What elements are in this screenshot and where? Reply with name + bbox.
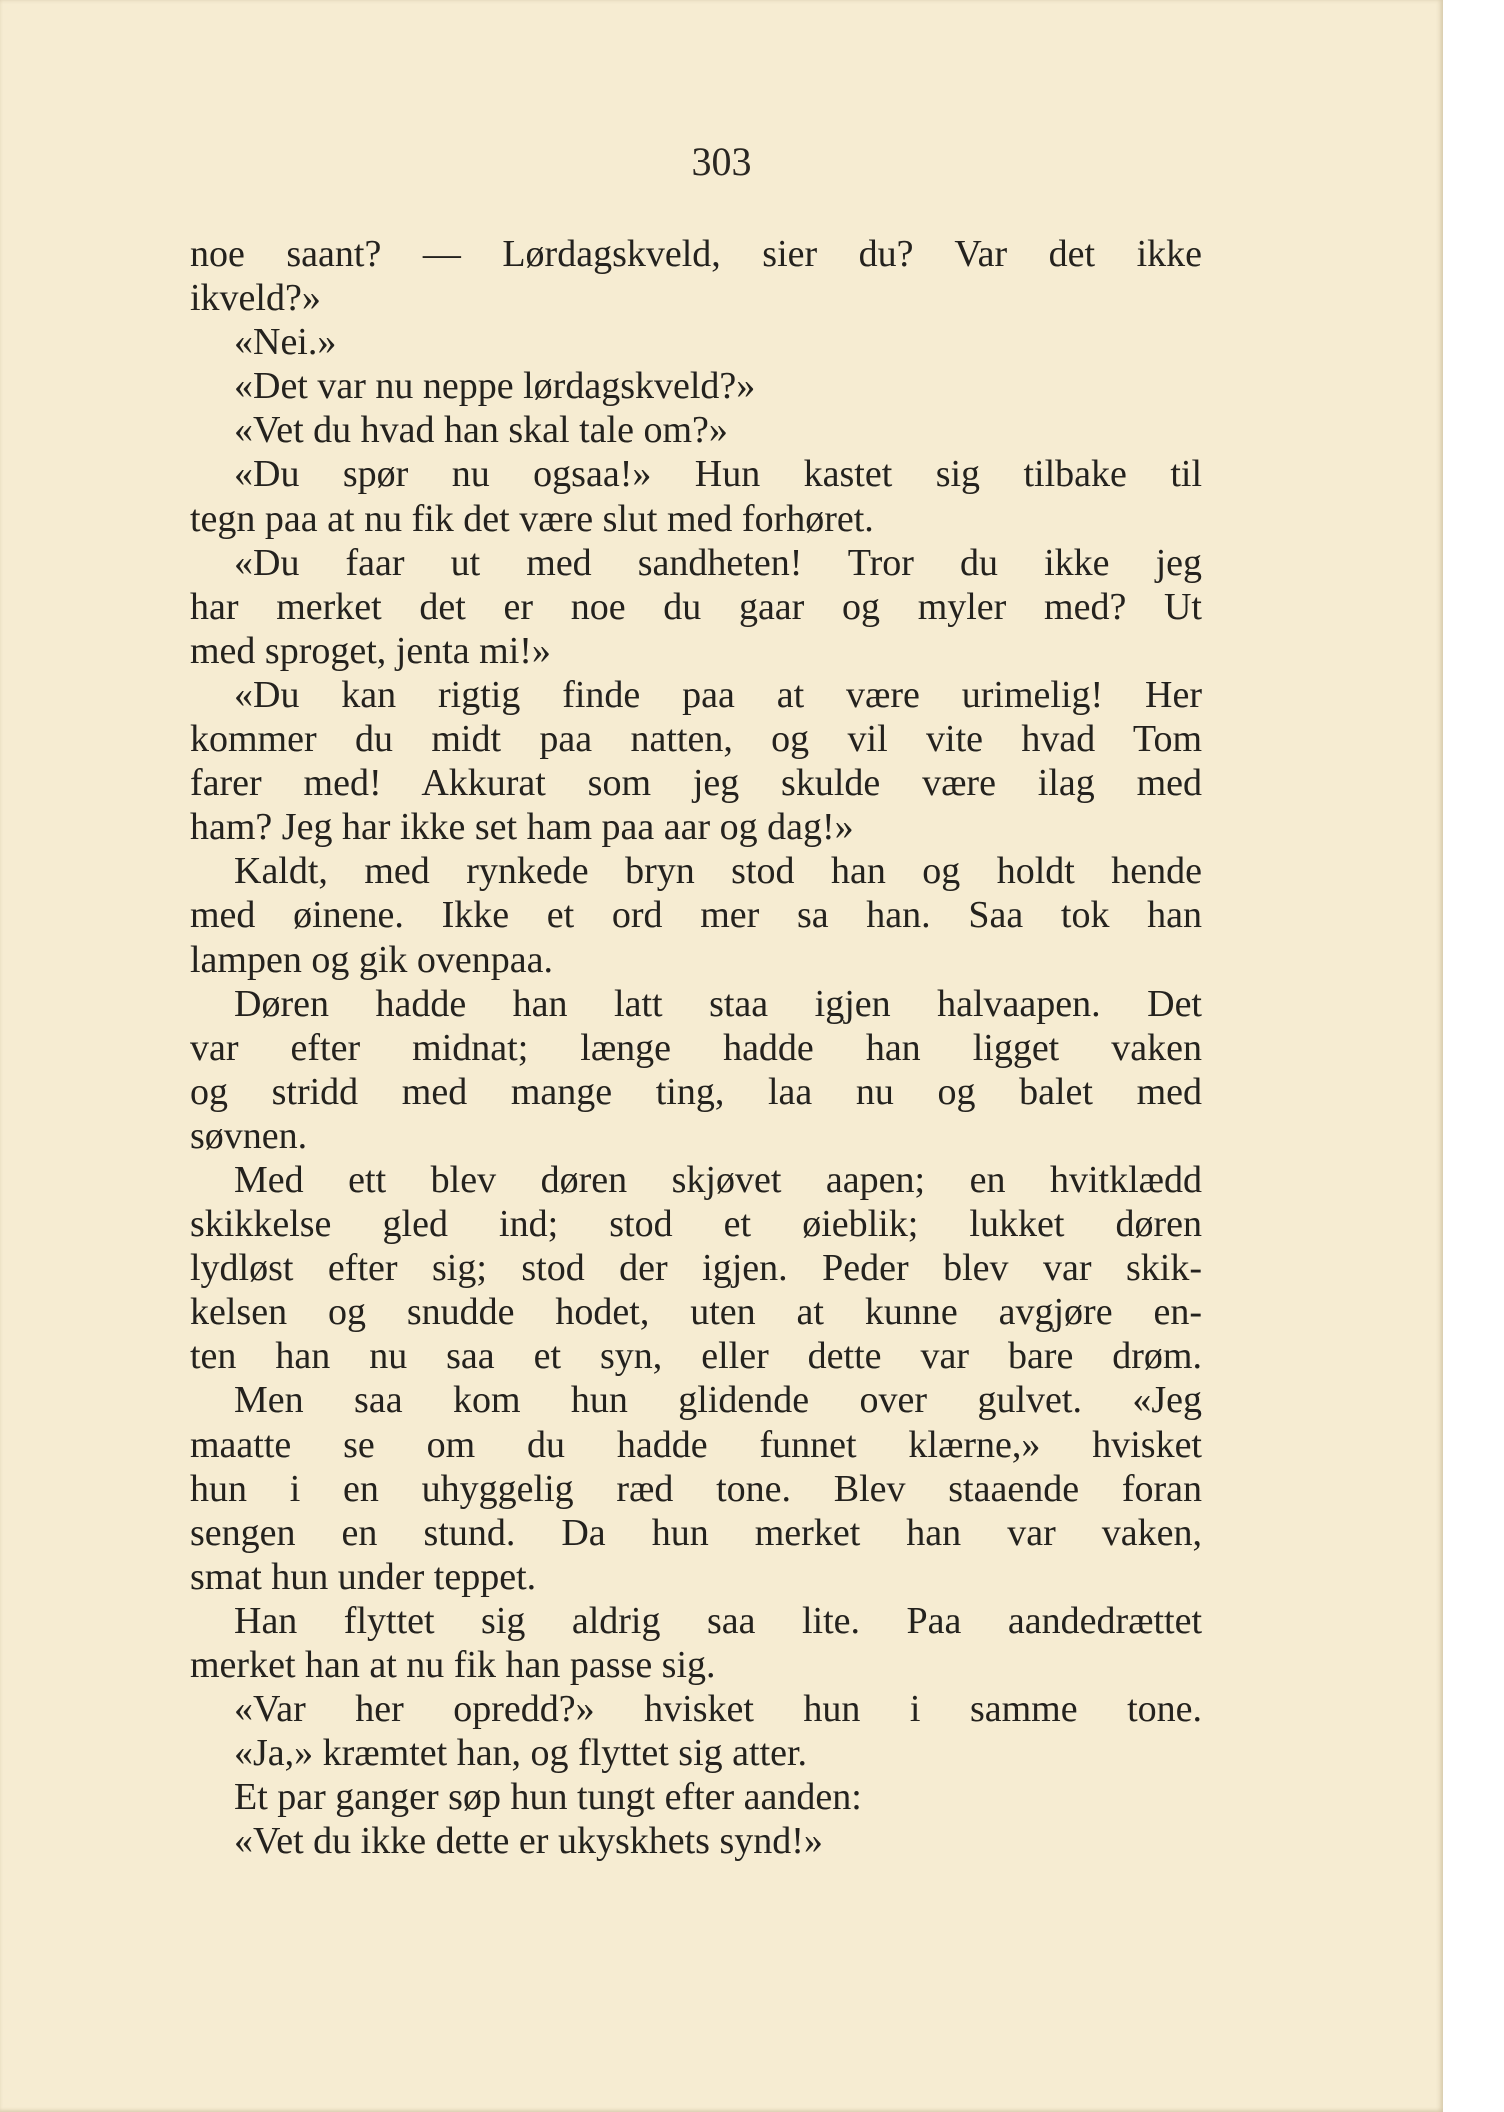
text-body xyxy=(190,232,1202,1863)
text-line: tegn paa at nu fik det være slut med forhøret. xyxy=(190,497,874,540)
text-line: lydløst efter sig; stod der igjen. Peder blev var skik- xyxy=(190,1247,1202,1290)
text-line: «Var her opredd?» hvisket hun i samme tone. xyxy=(234,1688,1202,1731)
text-line: Døren hadde han latt staa igjen halvaapen. Det xyxy=(234,982,1202,1025)
text-line: Han flyttet sig aldrig saa lite. Paa aandedrættet xyxy=(234,1599,1202,1642)
text-line: hun i en uhyggelig ræd tone. Blev staaende foran xyxy=(190,1467,1202,1510)
text-line: ikveld?» xyxy=(190,277,321,320)
text-line: «Ja,» kræmtet han, og flyttet sig atter. xyxy=(234,1732,808,1775)
text-line: har merket det er noe du gaar og myler med? Ut xyxy=(190,585,1202,628)
text-line: Men saa kom hun glidende over gulvet. «Jeg xyxy=(234,1379,1202,1422)
text-line: Et par ganger søp hun tungt efter aanden: xyxy=(234,1776,862,1819)
text-line: «Vet du hvad han skal tale om?» xyxy=(234,409,728,452)
text-line: «Du kan rigtig finde paa at være urimelig! Her xyxy=(234,673,1202,716)
text-line: farer med! Akkurat som jeg skulde være ilag med xyxy=(190,762,1202,805)
text-line: sengen en stund. Da hun merket han var vaken, xyxy=(190,1511,1202,1554)
text-line: søvnen. xyxy=(190,1114,308,1157)
page-number: 303 xyxy=(691,139,752,184)
text-line: noe saant? — Lørdagskveld, sier du? Var det ikke xyxy=(190,233,1202,275)
text-line: merket han at nu fik han passe sig. xyxy=(190,1644,716,1686)
text-line: «Nei.» xyxy=(234,321,337,364)
text-line: kelsen og snudde hodet, uten at kunne avgjøre en- xyxy=(190,1291,1202,1334)
text-line: og stridd med mange ting, laa nu og balet med xyxy=(190,1070,1202,1113)
text-line: Kaldt, med rynkede bryn stod han og holdt hende xyxy=(234,850,1202,893)
text-line: maatte se om du hadde funnet klærne,» hvisket xyxy=(190,1423,1202,1466)
text-line: med øinene. Ikke et ord mer sa han. Saa tok han xyxy=(190,894,1202,937)
text-line: med sproget, jenta mi!» xyxy=(190,629,551,672)
text-line: kommer du midt paa natten, og vil vite hvad Tom xyxy=(190,718,1202,761)
text-line: «Det var nu neppe lørdagskveld?» xyxy=(234,365,756,408)
text-line: ten han nu saa et syn, eller dette var bare drøm. xyxy=(190,1335,1202,1378)
text-line: «Du spør nu ogsaa!» Hun kastet sig tilbake til xyxy=(234,453,1202,496)
text-line: «Vet du ikke dette er ukyskhets synd!» xyxy=(234,1820,823,1863)
text-line: var efter midnat; længe hadde han ligget vaken xyxy=(190,1026,1202,1069)
scan-margin xyxy=(1443,0,1504,2112)
text-line: lampen og gik ovenpaa. xyxy=(190,938,554,981)
text-line: smat hun under teppet. xyxy=(190,1555,537,1598)
text-line: skikkelse gled ind; stod et øieblik; lukket døren xyxy=(190,1203,1202,1246)
text-line: ham? Jeg har ikke set ham paa aar og dag!» xyxy=(190,806,854,849)
text-line: «Du faar ut med sandheten! Tror du ikke jeg xyxy=(234,541,1202,584)
text-line: Med ett blev døren skjøvet aapen; en hvitklædd xyxy=(234,1158,1202,1201)
